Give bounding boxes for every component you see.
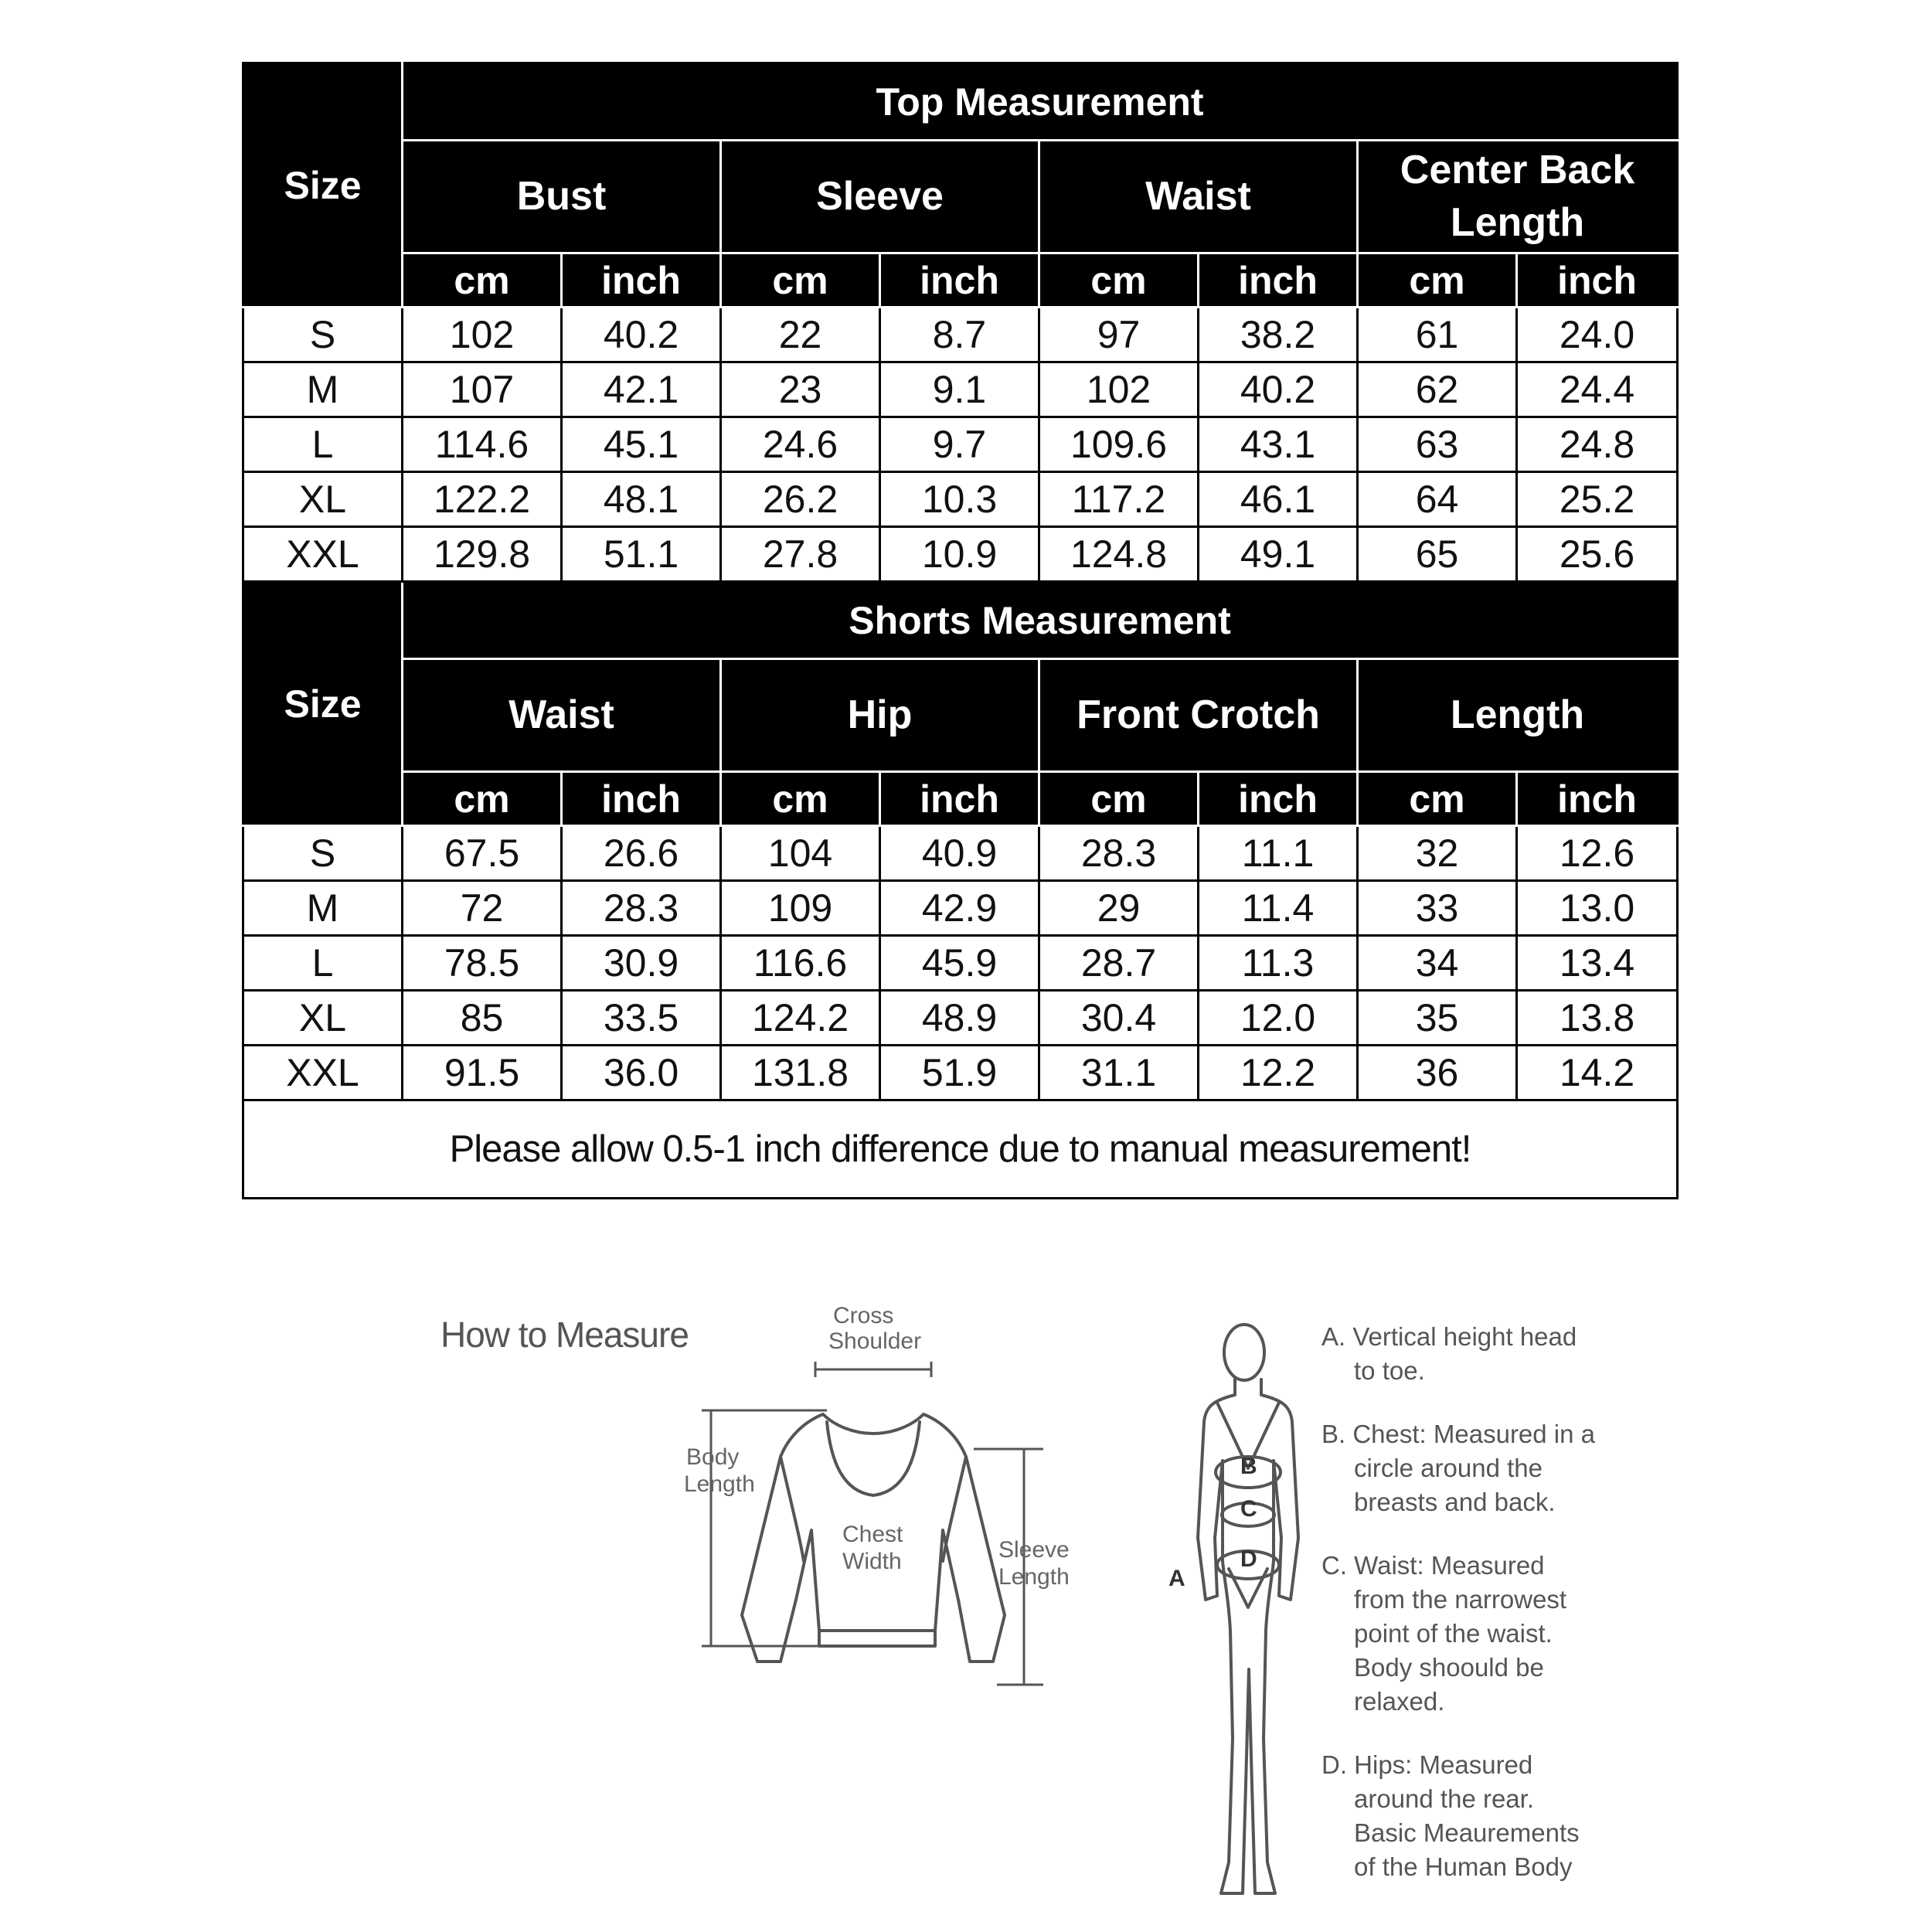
value-cell: 102 [1039, 362, 1199, 417]
top-unit-cm: cm [403, 253, 562, 308]
value-cell: 42.9 [880, 881, 1039, 936]
top-unit-inch: inch [880, 253, 1039, 308]
value-cell: 85 [403, 991, 562, 1046]
value-cell: 40.2 [562, 308, 721, 362]
measurement-diagram [665, 1306, 1329, 1924]
sleeve-length-label-2: Length [998, 1564, 1070, 1590]
shorts-unit-inch: inch [1199, 772, 1358, 826]
value-cell: 26.2 [721, 472, 880, 527]
size-cell: XXL [243, 527, 403, 582]
top-group-bust: Bust [403, 141, 721, 253]
value-cell: 51.1 [562, 527, 721, 582]
value-cell: 109.6 [1039, 417, 1199, 472]
shorts-unit-inch: inch [880, 772, 1039, 826]
value-cell: 78.5 [403, 936, 562, 991]
size-cell: M [243, 362, 403, 417]
value-cell: 35 [1358, 991, 1517, 1046]
value-cell: 117.2 [1039, 472, 1199, 527]
value-cell: 36.0 [562, 1046, 721, 1100]
top-group-sleeve: Sleeve [721, 141, 1039, 253]
table-row [243, 991, 1678, 1046]
value-cell: 27.8 [721, 527, 880, 582]
size-chart-table [242, 62, 1679, 1199]
shorts-unit-cm: cm [403, 772, 562, 826]
value-cell: 13.0 [1517, 881, 1678, 936]
value-cell: 45.1 [562, 417, 721, 472]
value-cell: 51.9 [880, 1046, 1039, 1100]
value-cell: 91.5 [403, 1046, 562, 1100]
value-cell: 72 [403, 881, 562, 936]
chest-width-label-1: Chest [842, 1522, 903, 1547]
table-row [243, 362, 1678, 417]
value-cell: 62 [1358, 362, 1517, 417]
note-section [243, 1100, 1678, 1199]
legend-item-c: C. Waist: Measured from the narrowest point of the waist. Body shoould be relaxed. [1321, 1551, 1567, 1716]
cross-shoulder-label-2: Shoulder [828, 1328, 922, 1354]
top-unit-inch: inch [562, 253, 721, 308]
value-cell: 65 [1358, 527, 1517, 582]
shorts-unit-inch: inch [562, 772, 721, 826]
top-measurement-section [243, 63, 1678, 582]
value-cell: 22 [721, 308, 880, 362]
value-cell: 10.9 [880, 527, 1039, 582]
value-cell: 33 [1358, 881, 1517, 936]
top-units-row [243, 253, 1678, 308]
top-group-waist: Waist [1039, 141, 1358, 253]
chest-width-label-2: Width [842, 1549, 902, 1574]
value-cell: 25.2 [1517, 472, 1678, 527]
table-row [243, 1046, 1678, 1100]
legend-item-b: B. Chest: Measured in a circle around the breasts and back. [1321, 1420, 1596, 1516]
value-cell: 12.2 [1199, 1046, 1358, 1100]
value-cell: 9.7 [880, 417, 1039, 472]
value-cell: 102 [403, 308, 562, 362]
value-cell: 24.4 [1517, 362, 1678, 417]
value-cell: 129.8 [403, 527, 562, 582]
shorts-group-waist: Waist [403, 659, 721, 772]
how-to-measure-title: How to Measure [440, 1315, 689, 1355]
shorts-size-header: Size [243, 582, 403, 826]
value-cell: 124.2 [721, 991, 880, 1046]
value-cell: 14.2 [1517, 1046, 1678, 1100]
shorts-units-row [243, 772, 1678, 826]
body-label-a: A [1168, 1566, 1185, 1591]
legend-item-a: A. Vertical height head to toe. [1321, 1322, 1577, 1385]
size-cell: XXL [243, 1046, 403, 1100]
top-unit-cm: cm [721, 253, 880, 308]
size-cell: S [243, 826, 403, 881]
value-cell: 131.8 [721, 1046, 880, 1100]
value-cell: 28.3 [562, 881, 721, 936]
table-row [243, 417, 1678, 472]
value-cell: 13.8 [1517, 991, 1678, 1046]
table-row [243, 881, 1678, 936]
value-cell: 38.2 [1199, 308, 1358, 362]
value-cell: 45.9 [880, 936, 1039, 991]
value-cell: 28.7 [1039, 936, 1199, 991]
table-row [243, 527, 1678, 582]
value-cell: 43.1 [1199, 417, 1358, 472]
value-cell: 61 [1358, 308, 1517, 362]
value-cell: 12.6 [1517, 826, 1678, 881]
top-size-header: Size [243, 63, 403, 308]
value-cell: 8.7 [880, 308, 1039, 362]
value-cell: 26.6 [562, 826, 721, 881]
shorts-group-front-crotch: Front Crotch [1039, 659, 1358, 772]
body-label-d: D [1240, 1546, 1257, 1572]
shorts-unit-cm: cm [1358, 772, 1517, 826]
sleeve-length-label-1: Sleeve [998, 1537, 1070, 1563]
body-label-b: B [1240, 1454, 1257, 1479]
value-cell: 40.2 [1199, 362, 1358, 417]
value-cell: 30.4 [1039, 991, 1199, 1046]
shorts-measurement-title: Shorts Measurement [403, 582, 1678, 659]
value-cell: 36 [1358, 1046, 1517, 1100]
top-unit-cm: cm [1039, 253, 1199, 308]
top-unit-inch: inch [1199, 253, 1358, 308]
body-length-label-1: Body [686, 1444, 740, 1470]
value-cell: 97 [1039, 308, 1199, 362]
value-cell: 64 [1358, 472, 1517, 527]
value-cell: 34 [1358, 936, 1517, 991]
value-cell: 11.3 [1199, 936, 1358, 991]
value-cell: 48.9 [880, 991, 1039, 1046]
top-unit-cm: cm [1358, 253, 1517, 308]
cross-shoulder-label-1: Cross [833, 1306, 894, 1328]
top-measurement-title: Top Measurement [403, 63, 1678, 141]
value-cell: 28.3 [1039, 826, 1199, 881]
table-row [243, 308, 1678, 362]
value-cell: 13.4 [1517, 936, 1678, 991]
value-cell: 32 [1358, 826, 1517, 881]
legend-item-d: D. Hips: Measured around the rear. Basic Meaurements of the Human Body [1321, 1750, 1580, 1881]
table-row [243, 936, 1678, 991]
value-cell: 40.9 [880, 826, 1039, 881]
value-cell: 29 [1039, 881, 1199, 936]
value-cell: 9.1 [880, 362, 1039, 417]
size-cell: M [243, 881, 403, 936]
value-cell: 12.0 [1199, 991, 1358, 1046]
value-cell: 31.1 [1039, 1046, 1199, 1100]
shorts-group-hip: Hip [721, 659, 1039, 772]
shorts-measurement-section [243, 582, 1678, 1100]
shorts-unit-inch: inch [1517, 772, 1678, 826]
value-cell: 33.5 [562, 991, 721, 1046]
value-cell: 25.6 [1517, 527, 1678, 582]
value-cell: 24.8 [1517, 417, 1678, 472]
body-label-c: C [1240, 1496, 1257, 1522]
value-cell: 49.1 [1199, 527, 1358, 582]
value-cell: 122.2 [403, 472, 562, 527]
body-length-label-2: Length [684, 1471, 755, 1497]
table-row [243, 472, 1678, 527]
value-cell: 23 [721, 362, 880, 417]
size-cell: XL [243, 472, 403, 527]
value-cell: 104 [721, 826, 880, 881]
body-figure [1198, 1325, 1298, 1893]
value-cell: 116.6 [721, 936, 880, 991]
value-cell: 42.1 [562, 362, 721, 417]
top-unit-inch: inch [1517, 253, 1678, 308]
body-labels [1168, 1454, 1257, 1591]
value-cell: 109 [721, 881, 880, 936]
value-cell: 48.1 [562, 472, 721, 527]
table-row [243, 826, 1678, 881]
top-group-center-back-length: Center Back Length [1358, 141, 1678, 253]
value-cell: 114.6 [403, 417, 562, 472]
value-cell: 10.3 [880, 472, 1039, 527]
shorts-unit-cm: cm [1039, 772, 1199, 826]
value-cell: 24.0 [1517, 308, 1678, 362]
value-cell: 107 [403, 362, 562, 417]
measurement-note: Please allow 0.5-1 inch difference due to manual measurement! [243, 1100, 1678, 1199]
value-cell: 24.6 [721, 417, 880, 472]
value-cell: 63 [1358, 417, 1517, 472]
shorts-unit-cm: cm [721, 772, 880, 826]
value-cell: 30.9 [562, 936, 721, 991]
value-cell: 46.1 [1199, 472, 1358, 527]
size-cell: S [243, 308, 403, 362]
shorts-group-length: Length [1358, 659, 1678, 772]
size-cell: L [243, 417, 403, 472]
measurement-legend [1321, 1320, 1631, 1913]
size-cell: L [243, 936, 403, 991]
value-cell: 124.8 [1039, 527, 1199, 582]
value-cell: 67.5 [403, 826, 562, 881]
value-cell: 11.1 [1199, 826, 1358, 881]
value-cell: 11.4 [1199, 881, 1358, 936]
size-cell: XL [243, 991, 403, 1046]
